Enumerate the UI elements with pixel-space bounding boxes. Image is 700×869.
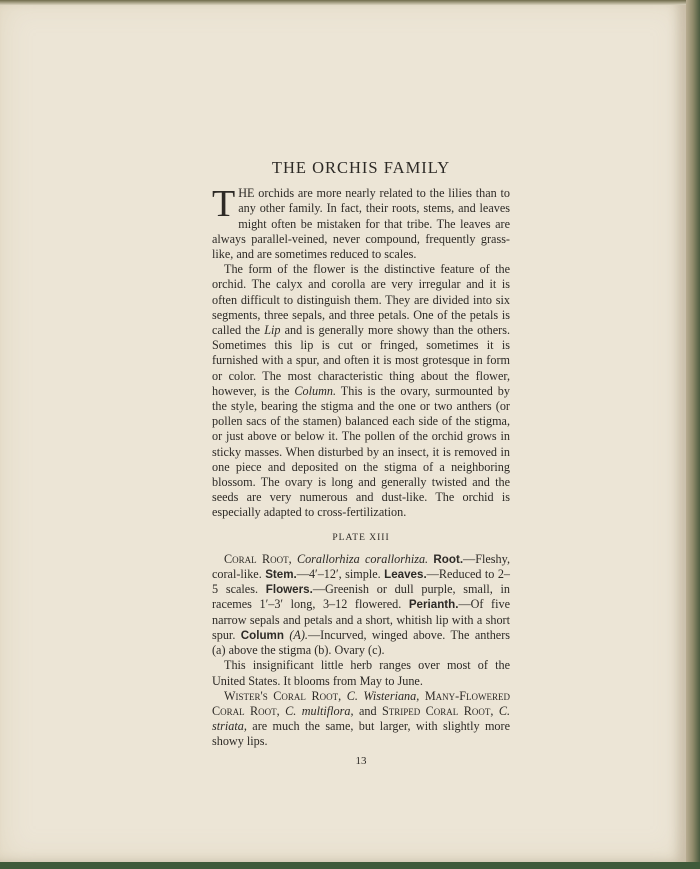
page-title: THE ORCHIS FAMILY	[271, 158, 451, 177]
striped-latin: C. striata,	[212, 703, 511, 734]
plate-heading: PLATE XIII	[332, 532, 390, 543]
root-label: Root.	[433, 552, 464, 566]
striped-name: Striped Coral Root,	[381, 703, 494, 718]
intro-paragraph-2-text-a: The form of the flower is the distinctive feature of the orchid. The calyx and corolla are very irregular and it is often difficult to distinguish them. They are divided into six segments, three sepals, and three petals. One of the petals is called the	[212, 262, 510, 338]
leaves-text: —Reduced to 2–5 scales.	[212, 567, 511, 597]
text-column	[212, 160, 510, 769]
wister-rest: are much the same, but larger, with slightly more showy lips.	[212, 719, 510, 749]
intro-paragraph-1	[212, 183, 510, 262]
page-number: 13	[355, 754, 367, 767]
coral-root-description	[212, 552, 510, 658]
perianth-text: —Of five narrow sepals and petals and a short, whitish lip with a short spur.	[212, 597, 511, 642]
intro-paragraph-2-text-b: and is generally more showy than the others. Sometimes this lip is cut or fringed, sometimes it is furnished with a spur, and often it is most grotesque in form or color. The most characteristic thing about the flower, however, is the	[212, 323, 511, 398]
page-top-edge	[0, 0, 700, 5]
stem-label: Stem.	[265, 568, 297, 582]
many-flowered-name: Many-Flowered Coral Root,	[212, 688, 511, 718]
lip-term: Lip	[264, 323, 281, 338]
book-cover-edge	[0, 862, 700, 869]
and-text: and	[353, 703, 382, 718]
column-label: Column	[240, 628, 284, 642]
root-text: —Fleshy, coral-like.	[212, 551, 510, 582]
species-latin: Corallorhiza corallorhiza.	[296, 551, 429, 566]
leaves-label: Leaves.	[384, 568, 427, 582]
page-right-edge	[686, 0, 700, 869]
column-term: Column.	[294, 383, 337, 398]
intro-paragraph-2-text-c: This is the ovary, surmounted by the style, bearing the stigma and the one or two anthers (or pollen sacs of the stamen) balanced each side of the stigma, or just above or below it. The pollen of the orchid grows in sticky masses. When disturbed by an insect, it is removed in one piece and deposited on the stigma of a neighboring blossom. The ovary is long and generally twisted and the seeds are very numerous and dust-like. The orchid is especially adapted to cross-fertilization.	[212, 383, 510, 520]
flowers-label: Flowers.	[265, 583, 313, 597]
drop-cap: T	[212, 183, 236, 226]
intro-paragraph-2	[212, 262, 510, 520]
species-name: Coral Root,	[224, 551, 292, 566]
flowers-text: —Greenish or dull purple, small, in racemes 1′–3′ long, 3–12 flowered.	[212, 582, 510, 612]
wister-paragraph	[212, 689, 510, 750]
column-ref: (A).	[289, 627, 308, 642]
intro-paragraph-1-text: HE orchids are more nearly related to the lilies than to any other family. In fact, their roots, stems, and leaves might often be mistaken for that tribe. The leaves are always parallel-veined, never compound, frequently grass-like, and are sometimes reduced to scales.	[212, 186, 510, 262]
wister-latin: C. Wisteriana,	[346, 688, 420, 703]
perianth-label: Perianth.	[408, 598, 459, 612]
wister-name: Wister's Coral Root,	[224, 688, 342, 703]
stem-text: —4′–12′, simple.	[296, 567, 381, 582]
column-text: —Incurved, winged above. The anthers (a) above the stigma (b). Ovary (c).	[212, 627, 511, 658]
range-paragraph: This insignificant little herb ranges over most of the United States. It blooms from May to June.	[212, 658, 510, 688]
many-flowered-latin: C. multiflora,	[285, 703, 354, 718]
